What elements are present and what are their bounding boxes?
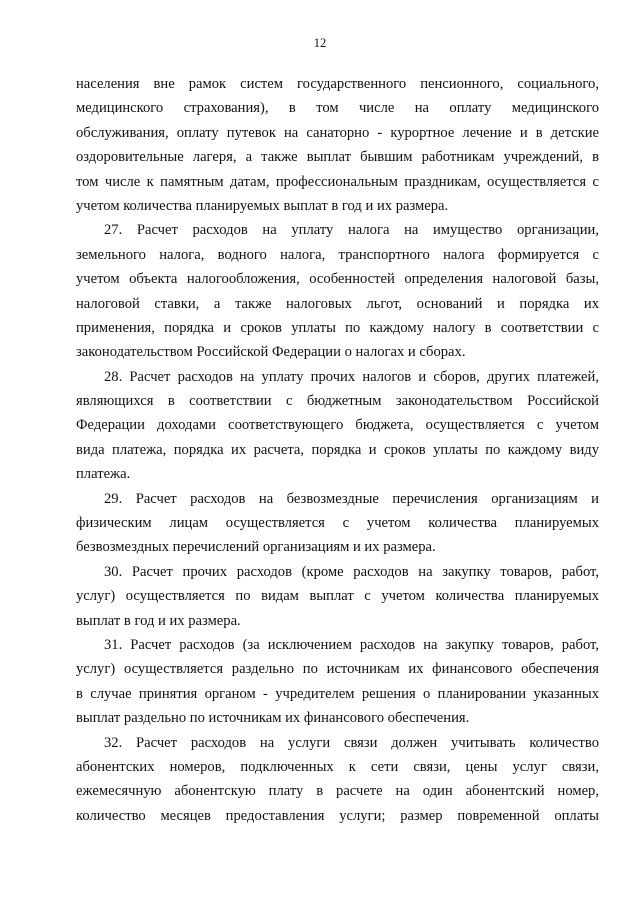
paragraph-line: платежа. [76, 466, 131, 483]
paragraph-line: земельного налога, водного налога, транспортного налога формируется с [76, 246, 599, 263]
paragraph-line: абонентских номеров, подключенных к сети связи, цены услуг связи, [76, 758, 599, 775]
paragraph-line: услуг) осуществляется раздельно по источникам их финансового обеспечения [76, 661, 599, 678]
paragraph-line: физическим лицам осуществляется с учетом количества планируемых [76, 515, 599, 532]
paragraph [76, 218, 599, 364]
paragraph-line: учетом объекта налогообложения, особенностей определения налоговой базы, [76, 271, 599, 288]
paragraph-line: являющихся в соответствии с бюджетным законодательством Российской [76, 393, 599, 410]
paragraph-line: населения вне рамок систем государственного пенсионного, социального, [76, 76, 599, 92]
paragraph-line: медицинского страхования), в том числе на оплату медицинского [76, 100, 599, 117]
paragraph-line: выплат в год и их размера. [76, 612, 241, 629]
paragraph-line: Федерации доходами соответствующего бюджета, осуществляется с учетом [76, 417, 599, 434]
paragraph-line: обслуживания, оплату путевок на санаторно - курортное лечение и в детские [76, 124, 599, 141]
paragraph-line: применения, порядка и сроков уплаты по каждому налогу в соответствии с [76, 319, 599, 336]
paragraph [76, 72, 599, 218]
paragraph [76, 487, 599, 560]
paragraph-line: 30. Расчет прочих расходов (кроме расходов на закупку товаров, работ, [104, 563, 599, 580]
paragraph-line: 27. Расчет расходов на уплату налога на имущество организации, [104, 222, 599, 239]
paragraph-line: 28. Расчет расходов на уплату прочих налогов и сборов, других платежей, [104, 368, 599, 385]
paragraph-line: выплат раздельно по источникам их финансового обеспечения. [76, 710, 470, 727]
paragraph [76, 560, 599, 633]
document-body [76, 72, 599, 828]
paragraph-line: ежемесячную абонентскую плату в расчете на один абонентский номер, [76, 783, 599, 800]
paragraph-line: вида платежа, порядка их расчета, порядка и сроков уплаты по каждому виду [76, 441, 599, 458]
page-number: 12 [313, 36, 327, 50]
paragraph [76, 365, 599, 487]
paragraph [76, 633, 599, 731]
paragraph-line: 29. Расчет расходов на безвозмездные перечисления организациям и [104, 490, 599, 507]
paragraph-line: в случае принятия органом - учредителем решения о планировании указанных [76, 685, 599, 702]
paragraph-line: 31. Расчет расходов (за исключением расходов на закупку товаров, работ, [104, 636, 599, 653]
paragraph-line: том числе к памятным датам, профессиональным праздникам, осуществляется с [76, 173, 599, 190]
paragraph-line: законодательством Российской Федерации о налогах и сборах. [76, 344, 466, 361]
paragraph-line: безвозмездных перечислений организациям и их размера. [76, 539, 436, 556]
paragraph-line: оздоровительные лагеря, а также выплат бывшим работникам учреждений, в [76, 149, 599, 166]
paragraph-line: налоговой ставки, а также налоговых льгот, оснований и порядка их [76, 295, 599, 312]
paragraph [76, 731, 599, 829]
paragraph-line: учетом количества планируемых выплат в год и их размера. [76, 197, 449, 214]
paragraph-line: количество месяцев предоставления услуги; размер повременной оплаты [76, 807, 599, 824]
paragraph-line: услуг) осуществляется по видам выплат с учетом количества планируемых [76, 588, 599, 605]
paragraph-line: 32. Расчет расходов на услуги связи должен учитывать количество [104, 734, 599, 751]
